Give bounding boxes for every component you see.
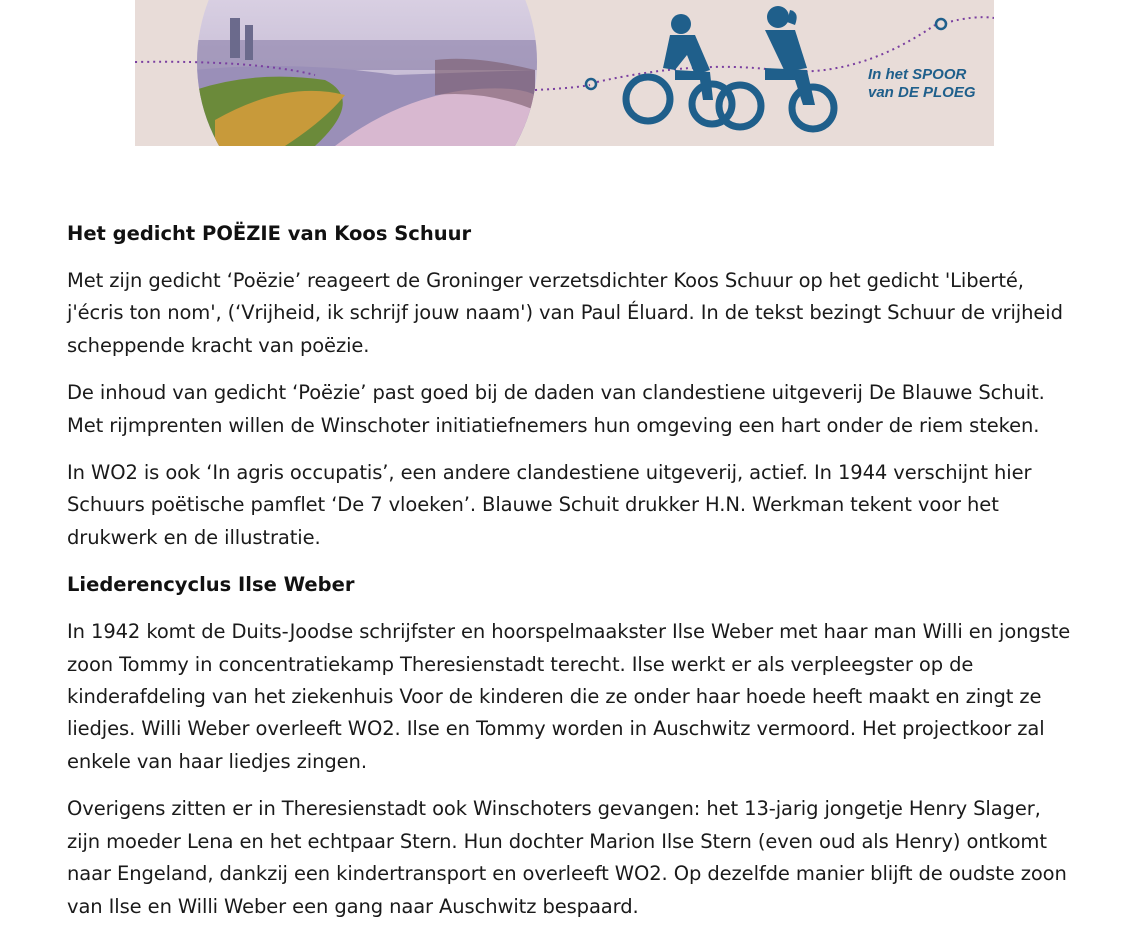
section-heading-ilse-weber: Liederencyclus Ilse Weber (67, 573, 355, 597)
paragraph-poezie-3: In WO2 is ook ‘In agris occupatis’, een andere clandestiene uitgeverij, actief. In 1944 verschijnt hier Schuurs poëtische pamflet ‘De 7 vloeken’. Blauwe Schuit drukker H.N. Werkman tekent voor het drukwerk en de illustratie. (67, 461, 1032, 549)
paragraph-poezie-2: De inhoud van gedicht ‘Poëzie’ past goed bij de daden van clandestiene uitgeverij De Blauwe Schuit. Met rijmprenten willen de Winschoter initiatiefnemers hun omgeving een hart onder de riem steken. (67, 381, 1045, 437)
section-heading-poezie: Het gedicht POËZIE van Koos Schuur (67, 222, 472, 245)
header-banner (135, 0, 994, 146)
paragraph-ilse-weber-1: In 1942 komt de Duits-Joodse schrijfster en hoorspelmaakster Ilse Weber met haar man Willi en jongste zoon Tommy in concentratiekamp Theresienstadt terecht. Ilse werkt er als verpleegster op de kinderafdeling van het ziekenhuis Voor de kinderen die ze onder haar hoede heeft maakt en zingt ze liedjes. Willi Weber overleeft WO2. Ilse en Tommy worden in Auschwitz vermoord. Het projectkoor zal enkele van haar liedjes zingen. (67, 620, 1071, 773)
banner-illustration (135, 0, 994, 146)
paragraph-ilse-weber-2: Overigens zitten er in Theresienstadt ook Winschoters gevangen: het 13-jarig jongetje Henry Slager, zijn moeder Lena en het echtpaar Stern. Hun dochter Marion Ilse Stern (even oud als Henry) ontkomt naar Engeland, dankzij een kindertransport en overleeft WO2. Op dezelfde manier blijft de oudste zoon van Ilse en Willi Weber een gang naar Auschwitz bespaard. (67, 797, 1067, 918)
painting-image (195, 0, 545, 146)
brand-text-line1: In het SPOOR (868, 66, 967, 83)
paragraph-poezie-1: Met zijn gedicht ‘Poëzie’ reageert de Groninger verzetsdichter Koos Schuur op het gedicht 'Liberté, j'écris ton nom', (‘Vrijheid, ik schrijf jouw naam') van Paul Éluard. In de tekst bezingt Schuur de vrijheid scheppende kracht van poëzie. (67, 269, 1063, 357)
article-body (67, 218, 1077, 938)
brand-text-line2: van DE PLOEG (868, 84, 976, 101)
